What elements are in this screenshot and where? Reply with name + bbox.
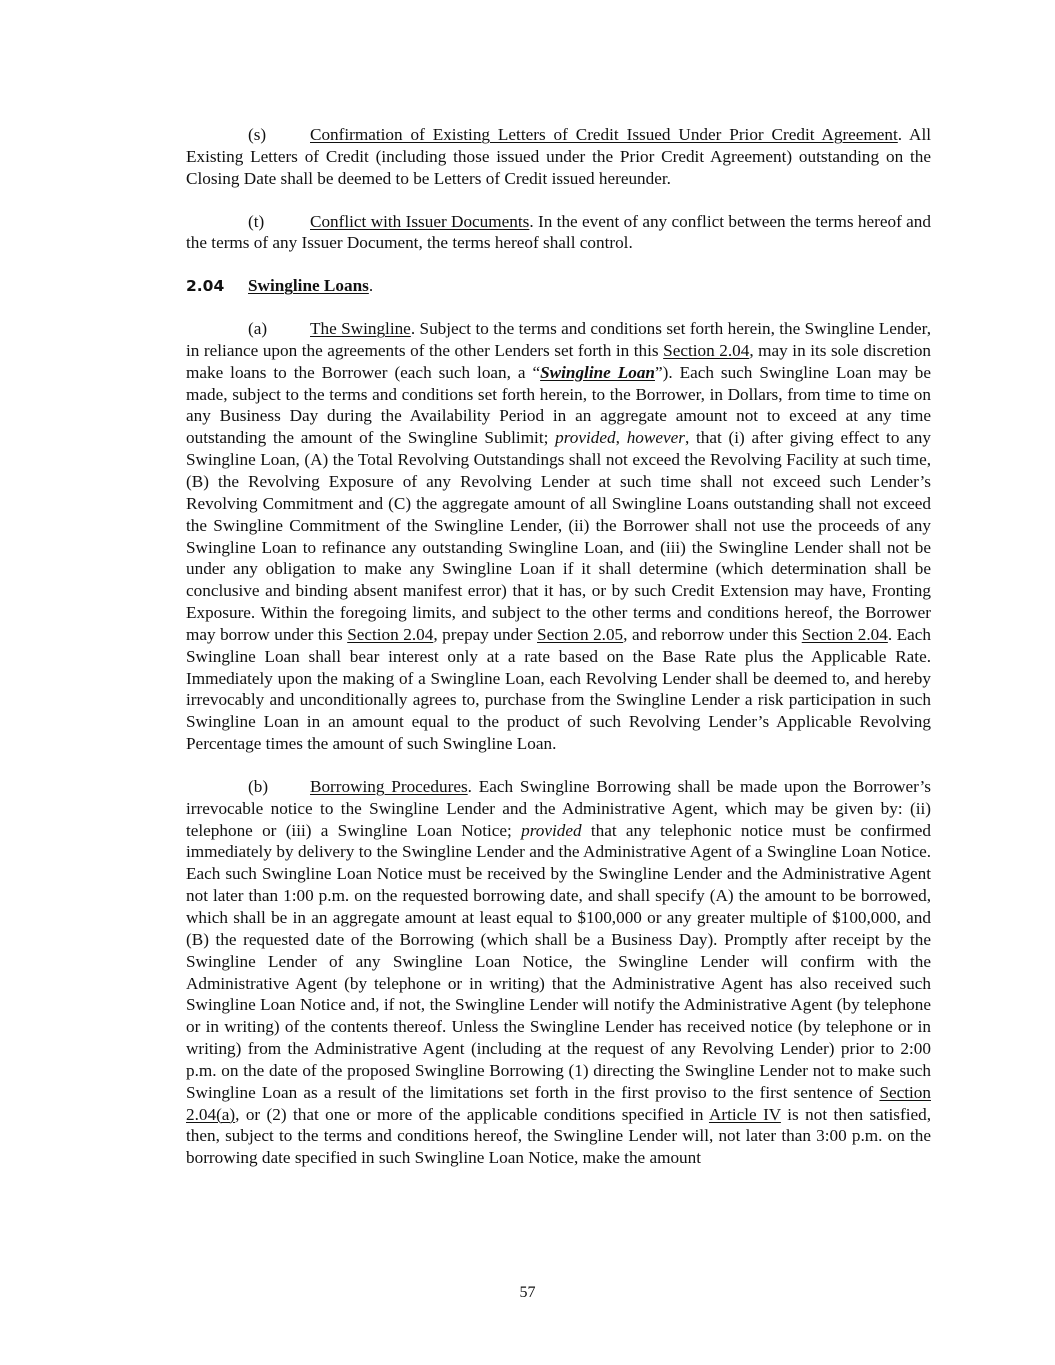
body-text: , prepay under xyxy=(433,624,538,644)
italic-text: however xyxy=(626,428,685,448)
paragraph-t xyxy=(186,211,931,255)
body-text: , or (2) that one or more of the applicable conditions specified in xyxy=(235,1104,709,1124)
paragraph-heading: Conflict with Issuer Documents xyxy=(310,211,530,231)
section-heading xyxy=(186,275,931,298)
paragraph-heading-period: . xyxy=(529,211,534,231)
section-title-period: . xyxy=(368,276,374,296)
paragraph-label: (s) xyxy=(248,125,267,144)
paragraph-body: In the event of any conflict between the terms hereof and the terms of any Issuer Document, the terms hereof shall control. xyxy=(186,211,931,253)
cross-reference-link[interactable]: Section 2.04 xyxy=(347,624,434,644)
defined-term: Swingline Loan xyxy=(540,362,655,382)
cross-reference-link[interactable]: Section 2.05 xyxy=(537,624,624,644)
paragraph-body: All Existing Letters of Credit (including those issued under the Prior Credit Agreement) outstanding on the Closing Date shall be deemed to be Letters of Credit issued hereunder. xyxy=(186,125,932,188)
paragraph-s xyxy=(186,124,931,190)
body-text: . Subject to the terms and conditions set forth herein, the Swingline Lender, in reliance upon the agreements of the other Lenders set forth in this xyxy=(186,319,931,360)
body-text: ”). Each such Swingline Loan may be made, subject to the terms and conditions set forth herein, to the Borrower, in Dollars, from time to time on any Business Day during the Availability Period in an aggregate amount not to exceed at any time outstanding the amount of the Swingline Sublimit; xyxy=(186,362,931,448)
subsection-a xyxy=(186,318,931,755)
cross-reference-link[interactable]: Section 2.04 xyxy=(663,340,750,360)
subsection-label: (a) xyxy=(248,319,268,339)
cross-reference-link[interactable]: Section 2.04 xyxy=(801,624,888,644)
body-text: is not then satisfied, then, subject to the terms and conditions hereof, the Swingline Lender will, not later than 3:00 p.m. on the borrowing date specified in such Swingline Loan Notice, make the amount xyxy=(186,1104,932,1168)
subsection-b xyxy=(186,776,931,1169)
body-text: . Each Swingline Loan shall bear interest only at a rate based on the Base Rate plus the Applicable Rate. Immediately upon the making of a Swingline Loan, each Revolving Lender shall be deemed to, and hereby irrevocably and unconditionally agrees to, purchase from the Swingline Lender a risk participation in such Swingline Loan in an amount equal to the product of such Revolving Lender’s Applicable Revolving Percentage times the amount of such Swingline Loan. xyxy=(186,624,932,754)
body-text: that any telephonic notice must be confirmed immediately by delivery to the Swingline Lender and the Administrative Agent of a Swingline Loan Notice. Each such Swingline Loan Notice must be received by the Swingline Lender and the Administrative Agent not later than 1:00 p.m. on the requested borrowing date, and shall specify (A) the amount to be borrowed, which shall be in an aggregate amount at least equal to $100,000 or any greater multiple of $100,000, and (B) the requested date of the Borrowing (which shall be a Business Day). Promptly after receipt by the Swingline Lender of any Swingline Loan Notice, the Swingline Lender will confirm with the Administrative Agent (by telephone or in writing) that the Administrative Agent has also received such Swingline Loan Notice and, if not, the Swingline Lender will notify the Administrative Agent (by telephone or in writing) of the contents thereof. Unless the Swingline Lender has received notice (by telephone or in writing) from the Administrative Agent (including at the request of any Revolving Lender) prior to 2:00 p.m. on the date of the proposed Swingline Borrowing (1) directing the Swingline Lender not to make such Swingline Loan as a result of the limitations set forth in the first proviso to the first sentence of xyxy=(186,820,931,1102)
subsection-heading: The Swingline xyxy=(310,319,411,339)
body-text: , that (i) after giving effect to any Swingline Loan, (A) the Total Revolving Outstandings shall not exceed the Revolving Facility at such time, (B) the Revolving Exposure of any Revolving Lender at such time shall not exceed such Lender’s Revolving Commitment and (C) the aggregate amount of all Swingline Loans outstanding shall not exceed the Swingline Commitment of the Swingline Lender, (ii) the Borrower shall not use the proceeds of any Swingline Loan to refinance any outstanding Swingline Loan, and (iii) the Swingline Lender shall not be under any obligation to make any Swingline Loan if it shall determine (which determination shall be conclusive and binding absent manifest error) that it has, or by such Credit Extension may have, Fronting Exposure. Within the foregoing limits, and subject to the other terms and conditions hereof, the Borrower may borrow under this xyxy=(186,428,931,644)
italic-text: provided xyxy=(521,820,582,840)
italic-text: provided xyxy=(555,428,616,448)
subsection-label: (b) xyxy=(248,776,269,796)
subsection-heading: Borrowing Procedures xyxy=(310,776,468,796)
paragraph-heading: Confirmation of Existing Letters of Credit Issued Under Prior Credit Agreement xyxy=(310,125,898,144)
paragraph-label: (t) xyxy=(248,211,265,231)
cross-reference-link[interactable]: Article IV xyxy=(708,1104,781,1124)
section-number: 2.04 xyxy=(186,277,225,296)
body-text: , xyxy=(615,428,627,448)
body-text: . Each Swingline Borrowing shall be made upon the Borrower’s irrevocable notice to the Swingline Lender and the Administrative Agent, which may be given by: (ii) telephone or (iii) a Swingline Loan Notice; xyxy=(186,776,931,840)
cross-reference-link[interactable]: Section 2.04(a) xyxy=(186,1082,931,1124)
body-text: , and reborrow under this xyxy=(623,624,802,644)
body-text: , may in its sole discretion make loans to the Borrower (each such loan, a “ xyxy=(186,340,932,382)
section-title: Swingline Loans xyxy=(248,276,369,296)
document-page xyxy=(186,124,931,1190)
page-number: 57 xyxy=(519,1284,536,1301)
paragraph-heading-period: . xyxy=(897,125,903,144)
